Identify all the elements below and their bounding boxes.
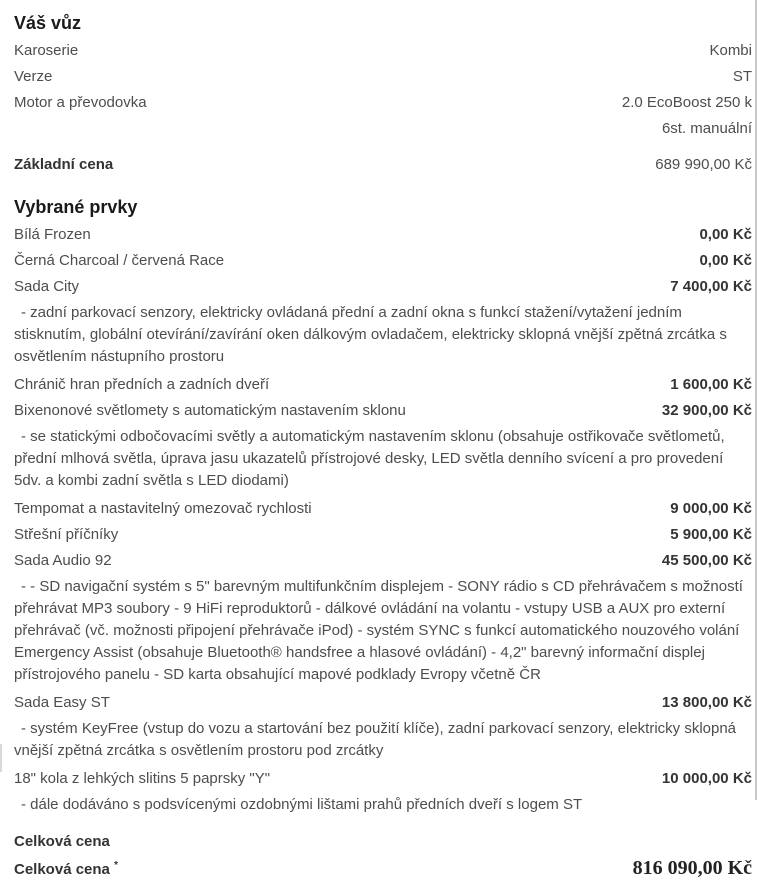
feature-price: 5 900,00 Kč	[670, 526, 752, 543]
selected-features-heading: Vybrané prvky	[14, 197, 138, 217]
feature-row	[14, 690, 752, 716]
feature-price: 0,00 Kč	[699, 252, 752, 269]
spec-row	[14, 38, 752, 64]
total-row	[14, 852, 752, 884]
your-car-heading: Váš vůz	[14, 13, 82, 33]
base-price-row	[14, 152, 752, 178]
feature-name: Chránič hran předních a zadních dveří	[14, 376, 270, 393]
feature-description: - systém KeyFree (vstup do vozu a startování bez použití klíče), zadní parkovací senzory, elektricky sklopná vnější zpětná zrcátka s osvětlením prostoru pod zrcátky	[14, 720, 737, 759]
spec-value: ST	[732, 68, 752, 85]
feature-row	[14, 766, 752, 792]
feature-price: 0,00 Kč	[699, 226, 752, 243]
spec-label: Motor a převodovka	[14, 94, 147, 111]
feature-description: - zadní parkovací senzory, elektricky ovládaná přední a zadní okna s funkcí stažení/vytažení jedním stisknutím, globální otevírání/zavírání oken dálkovým ovladačem, elektricky sklopná vnější zpětná zrcátka s osvětlením nástupního prostoru	[14, 304, 727, 365]
total-price: 816 090,00 Kč	[632, 857, 752, 879]
feature-row	[14, 522, 752, 548]
feature-name: Střešní příčníky	[14, 526, 119, 543]
spec-row	[14, 116, 752, 142]
feature-row	[14, 274, 752, 300]
total-asterisk: *	[114, 860, 118, 871]
feature-name: Sada Easy ST	[14, 694, 110, 711]
feature-row	[14, 222, 752, 248]
spec-value: Kombi	[709, 42, 752, 59]
feature-row	[14, 398, 752, 424]
spec-label: Verze	[14, 68, 53, 85]
feature-description: - - SD navigační systém s 5" barevným multifunkčním displejem - SONY rádio s CD přehrávačem s možností přehrávat MP3 soubory - 9 HiFi reproduktorů - dálkové ovládání na volantu - vstupy USB a AUX pro externí přehrávač (vč. možnosti připojení přehrávače iPod) - systém SYNC s funkcí automatického nouzového volání Emergency Assist (obsahuje Bluetooth® handsfree a hlasové ovládání) - 4,2" barevný informační displej přístrojového panelu - SD karta obsahující mapové podklady Evropy včetně ČR	[14, 578, 743, 683]
feature-list	[14, 222, 752, 816]
spec-value: 6st. manuální	[661, 120, 752, 137]
feature-price: 9 000,00 Kč	[670, 500, 752, 517]
feature-name: Sada City	[14, 278, 80, 295]
feature-description: - dále dodáváno s podsvícenými ozdobnými lištami prahů předních dveří s logem ST	[21, 796, 583, 813]
feature-name: 18" kola z lehkých slitins 5 paprsky "Y"	[14, 770, 271, 787]
feature-price: 32 900,00 Kč	[661, 402, 752, 419]
feature-name: Bílá Frozen	[14, 226, 91, 243]
base-price-label: Základní cena	[14, 156, 114, 173]
feature-row	[14, 248, 752, 274]
total-starred-label: Celková cena *	[14, 860, 118, 878]
total-block	[14, 832, 752, 884]
feature-price: 13 800,00 Kč	[661, 694, 752, 711]
feature-description: - se statickými odbočovacími světly a automatickým nastavením sklonu (obsahuje ostřikovače světlometů, přední mlhová světla, úprava jasu ukazatelů přístrojové desky, LED světla denního svícení a pro provedení 5dv. a kombi zadní světla s LED diodami)	[14, 428, 725, 489]
feature-name: Bixenonové světlomety s automatickým nastavením sklonu	[14, 402, 406, 419]
feature-name: Tempomat a nastavitelný omezovač rychlosti	[14, 500, 312, 517]
feature-price: 10 000,00 Kč	[661, 770, 752, 787]
feature-price: 7 400,00 Kč	[670, 278, 752, 295]
base-price-value: 689 990,00 Kč	[655, 156, 752, 173]
feature-row	[14, 548, 752, 574]
left-border-fragment	[0, 744, 2, 772]
feature-price: 45 500,00 Kč	[661, 552, 752, 569]
spec-label: Karoserie	[14, 42, 79, 59]
spec-row	[14, 90, 752, 116]
feature-row	[14, 496, 752, 522]
spec-value: 2.0 EcoBoost 250 k	[621, 94, 752, 111]
feature-price: 1 600,00 Kč	[670, 376, 752, 393]
feature-name: Sada Audio 92	[14, 552, 112, 569]
spec-list	[14, 38, 752, 142]
right-border-line	[755, 0, 757, 800]
total-heading: Celková cena	[14, 833, 110, 850]
feature-name: Černá Charcoal / červená Race	[14, 252, 225, 269]
feature-row	[14, 372, 752, 398]
spec-row	[14, 64, 752, 90]
